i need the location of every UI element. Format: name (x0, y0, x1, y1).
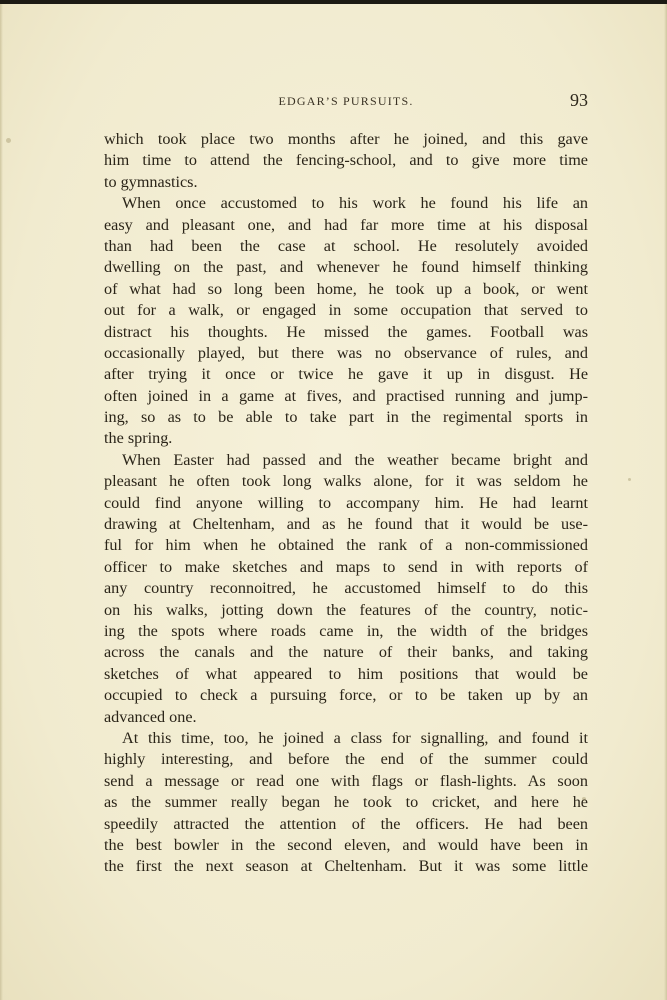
text-line: on his walks, jotting down the features of the country, notic- (104, 600, 588, 619)
text-line: ing the spots where roads came in, the width of the bridges (104, 621, 588, 640)
text-line: ing, so as to be able to take part in the regimental sports in (104, 408, 588, 427)
text-line: When once accustomed to his work he found his life an (122, 194, 588, 213)
text-line: easy and pleasant one, and had far more time at his disposal (104, 215, 588, 234)
page-header (104, 90, 588, 114)
text-line: often joined in a game at fives, and practised running and jump- (104, 386, 588, 405)
text-line: officer to make sketches and maps to send in with reports of (104, 557, 588, 576)
text-line: drawing at Cheltenham, and as he found that it would be use- (104, 515, 588, 534)
text-line: At this time, too, he joined a class for signalling, and found it (122, 728, 588, 747)
text-line: ful for him when he obtained the rank of a non-commissioned (104, 536, 588, 555)
text-line: send a message or read one with flags or flash-lights. As soon (104, 771, 588, 790)
text-line: the spring. (104, 429, 173, 448)
text-line: the best bowler in the second eleven, and would have been in (104, 835, 588, 854)
text-line: of what had so long been home, he took up a book, or went (104, 279, 588, 298)
running-head: EDGAR’S PURSUITS. (278, 94, 414, 108)
text-line: after trying it once or twice he gave it up in disgust. He (104, 365, 588, 384)
text-line: occasionally played, but there was no observance of rules, and (104, 343, 588, 362)
text-line: as the summer really began he took to cricket, and here he (104, 793, 588, 812)
text-line: any country reconnoitred, he accustomed himself to do this (104, 579, 588, 598)
text-line: out for a walk, or engaged in some occupation that served to (104, 301, 588, 320)
page-left-edge (0, 4, 3, 1000)
page-number: 93 (570, 90, 588, 110)
text-line: than had been the case at school. He resolutely avoided (104, 236, 588, 255)
paper-speck (628, 478, 631, 481)
text-line: pleasant he often took long walks alone, for it was seldom he (104, 472, 588, 491)
body-text (104, 129, 588, 878)
text-line: speedily attracted the attention of the officers. He had been (104, 814, 588, 833)
text-line: across the canals and the nature of their banks, and taking (104, 643, 588, 662)
text-line: sketches of what appeared to him positions that would be (104, 664, 588, 683)
text-line: to gymnastics. (104, 172, 198, 191)
text-line: occupied to check a pursuing force, or to be taken up by an (104, 686, 588, 705)
text-line: highly interesting, and before the end of the summer could (104, 750, 588, 769)
text-line: advanced one. (104, 707, 197, 726)
text-line: could find anyone willing to accompany him. He had learnt (104, 493, 588, 512)
text-line: distract his thoughts. He missed the games. Football was (104, 322, 588, 341)
page-top-edge (0, 0, 667, 4)
text-line: him time to attend the fencing-school, and to give more time (104, 151, 588, 170)
text-line: dwelling on the past, and whenever he found himself thinking (104, 258, 588, 277)
text-line: the first the next season at Cheltenham. But it was some little (104, 857, 588, 876)
paper-speck (6, 138, 11, 143)
text-line: which took place two months after he joined, and this gave (104, 130, 588, 148)
text-line: When Easter had passed and the weather became bright and (122, 450, 588, 469)
